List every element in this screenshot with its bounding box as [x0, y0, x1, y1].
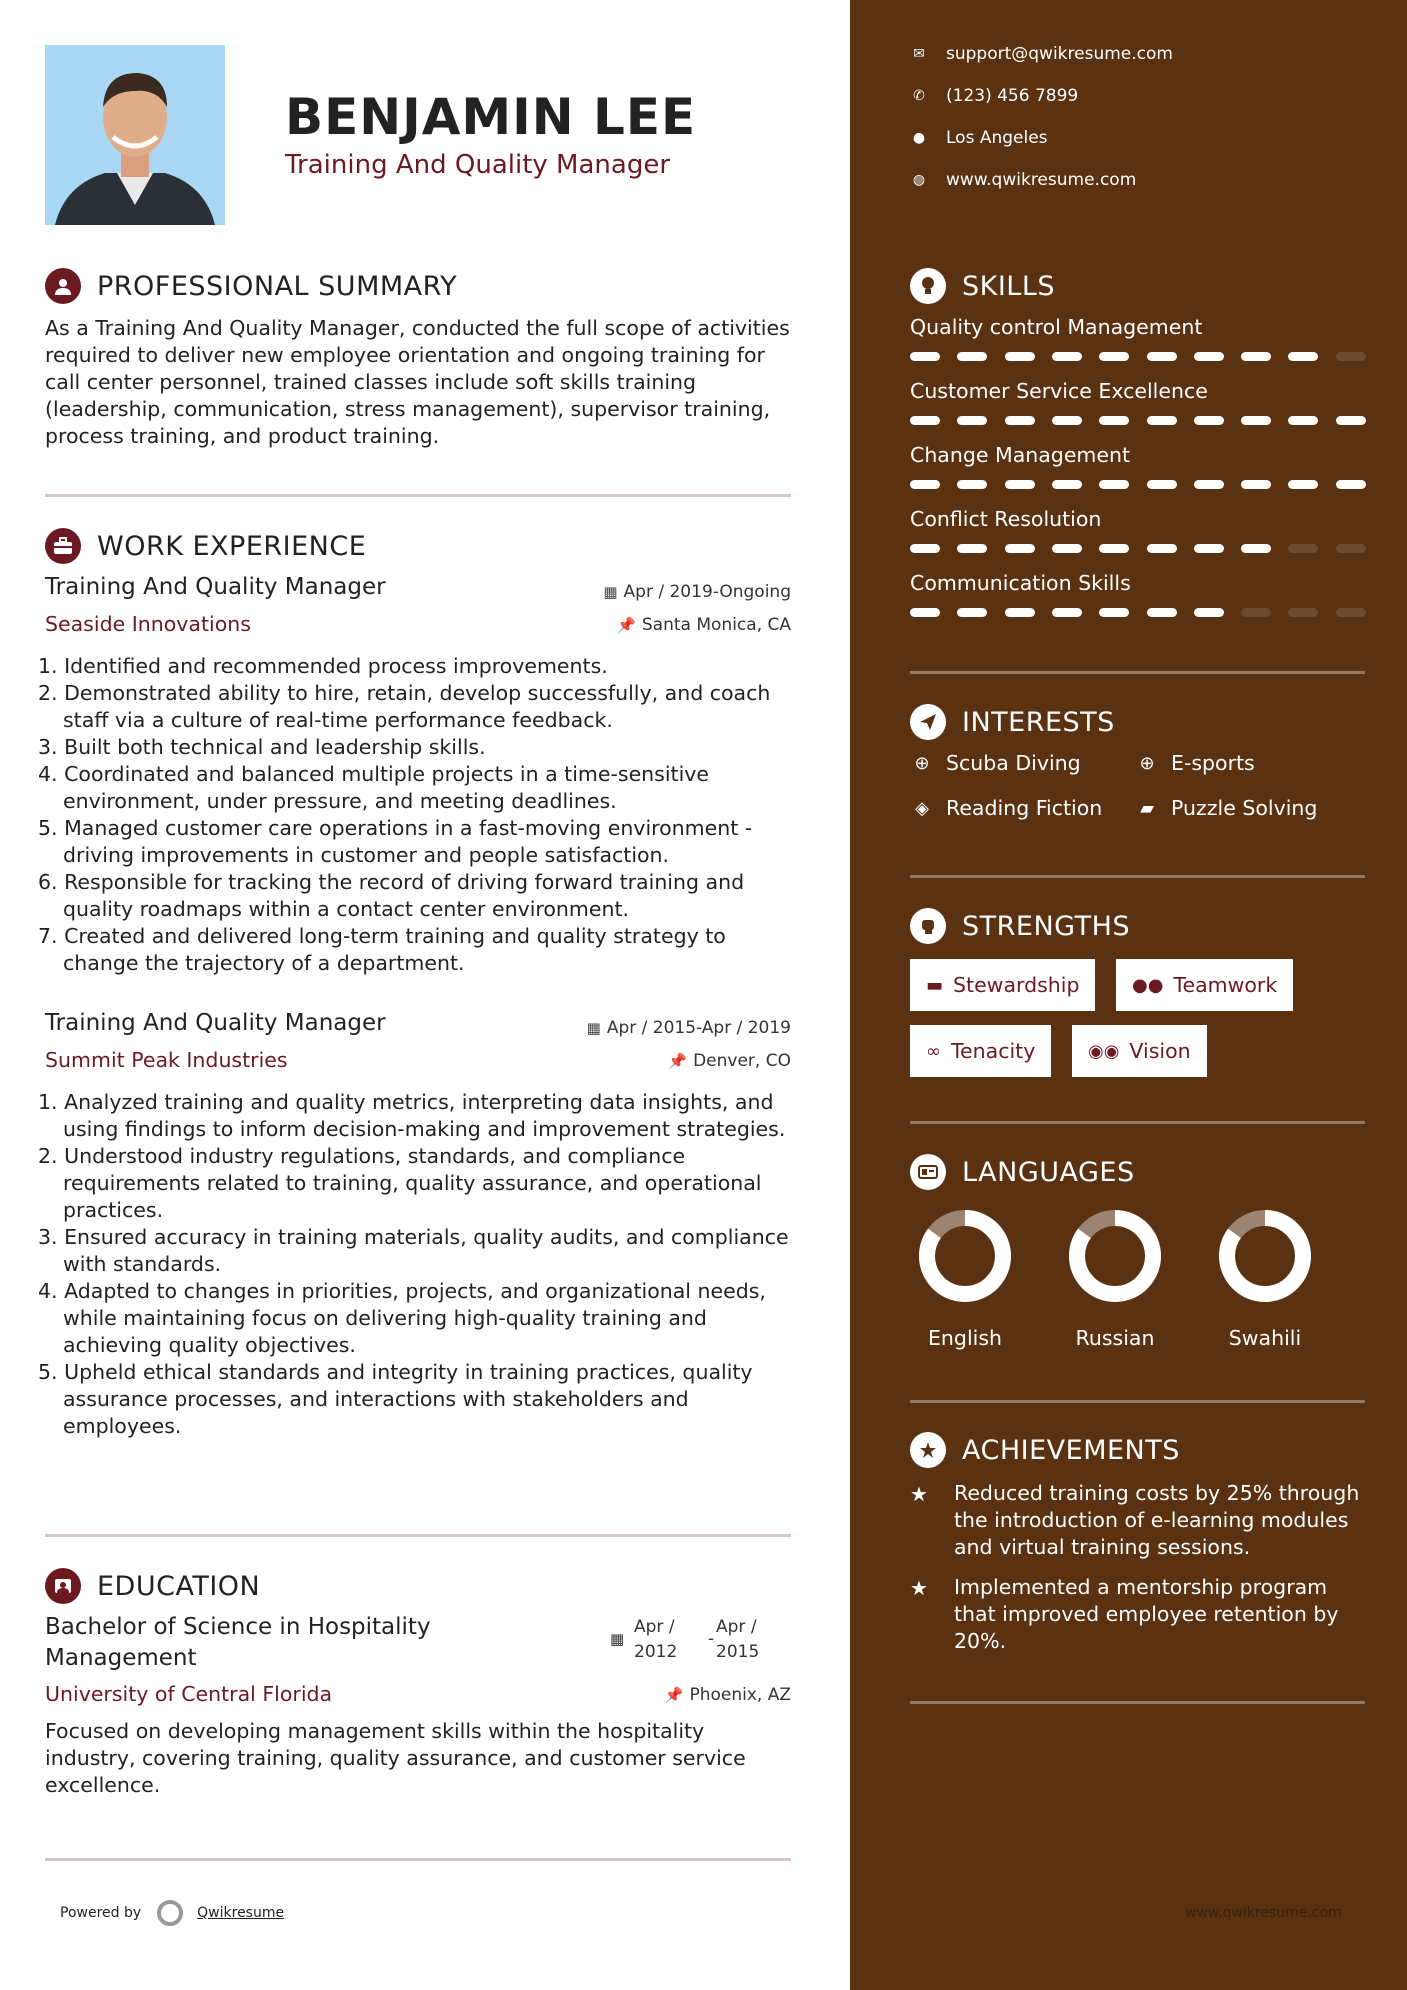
job-location: 📌 Denver, CO — [668, 1051, 791, 1071]
skill-level-bar — [910, 352, 1365, 362]
skill-level-segment — [1241, 352, 1271, 361]
skill-level-segment — [1336, 352, 1366, 361]
interests-heading — [910, 704, 1115, 740]
skill-level-segment — [1052, 544, 1082, 553]
skill-level-segment — [1288, 544, 1318, 553]
interest-item: ⊕ Scuba Diving — [910, 751, 1081, 775]
strength-tag: ∞ Tenacity — [910, 1025, 1051, 1077]
job-date: ▦ Apr / 2019-Ongoing — [603, 582, 791, 602]
skill-level-segment — [1099, 352, 1129, 361]
fist-icon — [910, 908, 946, 944]
list-item: Identified and recommended process improvements. — [64, 654, 608, 678]
skill-level-bar — [910, 480, 1365, 490]
lightbulb-icon — [910, 268, 946, 304]
candidate-name: BENJAMIN LEE — [285, 88, 697, 146]
education-heading — [45, 1568, 260, 1604]
skill-level-segment — [957, 544, 987, 553]
skill-level-segment — [1052, 480, 1082, 489]
phone-icon: ✆ — [913, 88, 925, 104]
calendar-icon: ▦ — [586, 1019, 601, 1037]
skill-level-segment — [1241, 480, 1271, 489]
skill-level-segment — [910, 544, 940, 553]
languages-title: LANGUAGES — [962, 1156, 1135, 1188]
skill-level-segment — [910, 480, 940, 489]
envelope-icon: ✉ — [913, 46, 925, 62]
skill-level-segment — [1147, 416, 1177, 425]
list-item: Ensured accuracy in training materials, quality audits, and compliance with standards. — [63, 1225, 789, 1276]
skill-level-bar — [910, 608, 1365, 618]
skill-level-segment — [1005, 416, 1035, 425]
job-bullets — [38, 1089, 798, 1440]
globe-icon: ◍ — [912, 172, 926, 188]
skill-level-segment — [1052, 608, 1082, 617]
education-location: 📌 Phoenix, AZ — [664, 1685, 791, 1705]
skill-level-segment — [1052, 416, 1082, 425]
interest-item: ▰ Puzzle Solving — [1135, 796, 1317, 820]
section-divider — [45, 1534, 791, 1537]
job-bullets — [38, 653, 798, 977]
skill-level-segment — [1336, 544, 1366, 553]
skill-level-segment — [1194, 480, 1224, 489]
map-marker-icon: ● — [912, 130, 926, 146]
skill-level-segment — [1336, 608, 1366, 617]
powered-by-text: Powered by — [60, 1905, 142, 1921]
job-location: 📌 Santa Monica, CA — [617, 615, 791, 635]
star-icon: ★ — [910, 1482, 928, 1506]
summary-text: As a Training And Quality Manager, conducted the full scope of activities required to deliver new employee orientation and ongoing training for call center personnel, trained classes include soft skills training (leadership, communication, stress management), supervisor training, process training, and product training. — [45, 316, 790, 448]
calendar-icon: ▦ — [603, 583, 618, 601]
skills-heading — [910, 268, 1055, 304]
skill-label: Customer Service Excellence — [910, 379, 1208, 403]
language-item — [1210, 1208, 1320, 1350]
skill-level-segment — [1336, 416, 1366, 425]
skill-level-segment — [1147, 480, 1177, 489]
list-item: Built both technical and leadership skills. — [64, 735, 486, 759]
strength-tag: ▬ Stewardship — [910, 959, 1095, 1011]
contact-location: ● Los Angeles — [910, 128, 1048, 148]
skill-level-segment — [1194, 608, 1224, 617]
skill-label: Quality control Management — [910, 315, 1203, 339]
lifebuoy-icon: ⊕ — [1139, 752, 1155, 774]
skill-level-segment — [957, 480, 987, 489]
skill-level-segment — [1336, 480, 1366, 489]
lifebuoy-icon: ⊕ — [914, 752, 930, 774]
translate-icon — [910, 1154, 946, 1190]
binoculars-icon: ◉◉ — [1088, 1040, 1120, 1062]
list-item: Created and delivered long-term training and quality strategy to change the trajectory of a department. — [63, 924, 726, 975]
paper-plane-icon — [910, 704, 946, 740]
gamepad-icon: ◈ — [915, 797, 929, 819]
job-company: Seaside Innovations — [45, 612, 251, 636]
skill-level-segment — [1005, 544, 1035, 553]
skill-level-segment — [1194, 352, 1224, 361]
skill-level-segment — [910, 608, 940, 617]
language-ring — [917, 1208, 1013, 1304]
graduate-icon — [45, 1568, 81, 1604]
list-item: Managed customer care operations in a fast-moving environment - driving improvements in customer and people satisfaction. — [63, 816, 753, 867]
education-title: EDUCATION — [97, 1570, 261, 1602]
sidebar — [850, 0, 1407, 1990]
summary-heading — [45, 268, 457, 304]
language-label: Russian — [1075, 1326, 1155, 1350]
achievement-item: ★ Implemented a mentorship program that improved employee retention by 20%. — [910, 1575, 1339, 1653]
strength-tag: ●● Teamwork — [1116, 959, 1293, 1011]
calendar-icon: ▦ — [610, 1630, 625, 1648]
list-item: Responsible for tracking the record of driving forward training and quality roadmaps within a contact center environment. — [63, 870, 745, 921]
strengths-title: STRENGTHS — [962, 910, 1131, 942]
skills-title: SKILLS — [962, 270, 1056, 302]
skill-label: Change Management — [910, 443, 1131, 467]
skill-level-segment — [910, 416, 940, 425]
work-title: WORK EXPERIENCE — [97, 530, 367, 562]
skill-level-segment — [1052, 352, 1082, 361]
skill-level-segment — [1241, 416, 1271, 425]
section-divider — [910, 875, 1365, 878]
interest-item: ⊕ E-sports — [1135, 751, 1255, 775]
skill-level-segment — [1288, 416, 1318, 425]
link-icon: ∞ — [926, 1040, 941, 1062]
achievement-item: ★ Reduced training costs by 25% through the introduction of e-learning modules and virtual training sessions. — [910, 1481, 1360, 1559]
pin-icon: 📌 — [617, 616, 636, 634]
skill-level-segment — [1099, 544, 1129, 553]
section-divider — [910, 671, 1365, 674]
skill-level-segment — [957, 608, 987, 617]
list-item: Demonstrated ability to hire, retain, develop successfully, and coach staff via a culture of real-time performance feedback. — [63, 681, 771, 732]
candidate-role: Training And Quality Manager — [285, 150, 671, 180]
pin-icon: 📌 — [668, 1052, 688, 1070]
skill-level-segment — [1099, 480, 1129, 489]
strength-tag: ◉◉ Vision — [1072, 1025, 1207, 1077]
list-item: Adapted to changes in priorities, projects, and organizational needs, while maintaining focus on delivering high-quality training and achieving quality objectives. — [63, 1279, 766, 1357]
skill-level-segment — [957, 416, 987, 425]
skill-level-segment — [1288, 352, 1318, 361]
languages-heading — [910, 1154, 1135, 1190]
skill-level-bar — [910, 416, 1365, 426]
summary-title: PROFESSIONAL SUMMARY — [97, 270, 458, 302]
list-item: Analyzed training and quality metrics, interpreting data insights, and using findings to inform decision-making and improvement strategies. — [63, 1090, 786, 1141]
section-divider — [910, 1400, 1365, 1403]
skill-level-segment — [1099, 608, 1129, 617]
briefcase-icon — [45, 528, 81, 564]
briefcase-icon: ▬ — [926, 974, 944, 996]
footer-website: www.qwikresume.com — [1185, 1905, 1342, 1921]
language-item — [910, 1208, 1020, 1350]
strengths-heading — [910, 908, 1130, 944]
pin-icon: 📌 — [664, 1686, 684, 1704]
skill-level-segment — [1099, 416, 1129, 425]
list-item: Coordinated and balanced multiple projects in a time-sensitive environment, under pressure, and meeting deadlines. — [63, 762, 710, 813]
footer — [60, 1900, 284, 1926]
skill-level-bar — [910, 544, 1365, 554]
skill-level-segment — [1147, 544, 1177, 553]
user-icon — [45, 268, 81, 304]
job-company: Summit Peak Industries — [45, 1048, 288, 1072]
language-label: English — [927, 1326, 1003, 1350]
award-icon — [910, 1432, 946, 1468]
main-column: BENJAMIN LEE Training And Quality Manager PROFESSIONAL SUMMARY As a Training And Quality Manager, conducted the full scope of activities required to deliver new employee orientation and ongoing training for call center personnel, trained classes include soft skills training (leadership, communication, stress management), supervisor training, process training, and product training. WORK EXPERIENCE Training And Quality Manager ▦ Apr / 2019-Ongoing Seaside Innovations 📌 Santa Monica, CA Identified and recommended process improvements. Demonstrated ability to hire, retain, develop successfully, and coach staff via a culture of real-time performance feedback. Built both technical and leadership skills. Coordinated and balanced multiple projects in a time-sensitive environment, under pressure, and meeting deadlines. Managed customer care operations in a fast-moving environment - driving improvements in customer and people satisfaction. Responsible for tracking the record of driving forward training and quality roadmaps within a contact center environment. Created and delivered long-term training and quality strategy to change the trajectory of a department. Training And Quality Manager ▦ Apr / 2015-Apr / 2019 Summit Peak Industries 📌 Denver, CO Analyzed training and quality metrics, interpreting data insights, and using findings to inform decision-making and improvement strategies. Understood industry regulations, standards, and compliance requirements related to training, quality assurance, and operational practices. Ensured accuracy in training materials, quality audits, and compliance with standards. Adapted to changes in priorities, projects, and organizational needs, while maintaining focus on delivering high-quality training and achieving quality objectives. Upheld ethical standards and integrity in training practices, quality assurance processes, and interactions with stakeholders and employees. EDUCATION Bachelor of Science in Hospitality Management ▦ Apr / 2012 - Apr / 2015 University of Central Florida 📌 Phoenix, AZ Focused on developing management skills within the hospitality industry, covering training, quality assurance, and customer service excellence. Powered by Qwikresume — [0, 0, 850, 1990]
job-title: Training And Quality Manager — [45, 574, 386, 600]
achievements-title: ACHIEVEMENTS — [962, 1434, 1180, 1466]
skill-level-segment — [1005, 352, 1035, 361]
language-ring — [1067, 1208, 1163, 1304]
book-icon: ▰ — [1140, 797, 1154, 819]
star-icon: ★ — [910, 1576, 928, 1600]
skill-label: Communication Skills — [910, 571, 1131, 595]
work-heading — [45, 528, 366, 564]
skill-label: Conflict Resolution — [910, 507, 1102, 531]
contact-email[interactable]: ✉ support@qwikresume.com — [910, 44, 1173, 64]
profile-photo — [45, 45, 225, 225]
brand-link[interactable]: Qwikresume — [197, 1905, 285, 1921]
interests-title: INTERESTS — [962, 706, 1115, 738]
section-divider — [45, 494, 791, 497]
skill-level-segment — [1241, 608, 1271, 617]
qwikresume-logo-icon — [157, 1900, 183, 1926]
skill-level-segment — [957, 352, 987, 361]
list-item: Understood industry regulations, standards, and compliance requirements related to training, quality assurance, and operational practices. — [63, 1144, 762, 1222]
skill-level-segment — [1288, 608, 1318, 617]
users-icon: ●● — [1132, 974, 1164, 996]
section-divider — [910, 1121, 1365, 1124]
skill-level-segment — [910, 352, 940, 361]
skill-level-segment — [1194, 416, 1224, 425]
education-text: Focused on developing management skills within the hospitality industry, covering training, quality assurance, and customer service excellence. — [45, 1719, 746, 1797]
list-item: Upheld ethical standards and integrity in training practices, quality assurance processes, and interactions with stakeholders and employees. — [63, 1360, 753, 1438]
language-item — [1060, 1208, 1170, 1350]
skill-level-segment — [1194, 544, 1224, 553]
skill-level-segment — [1005, 480, 1035, 489]
job-title: Training And Quality Manager — [45, 1010, 386, 1036]
skill-level-segment — [1241, 544, 1271, 553]
contact-website[interactable]: ◍ www.qwikresume.com — [910, 170, 1136, 190]
skill-level-segment — [1147, 608, 1177, 617]
job-date: ▦ Apr / 2015-Apr / 2019 — [586, 1018, 791, 1038]
skill-level-segment — [1288, 480, 1318, 489]
school-name: University of Central Florida — [45, 1682, 333, 1706]
language-ring — [1217, 1208, 1313, 1304]
section-divider — [910, 1701, 1365, 1704]
skill-level-segment — [1147, 352, 1177, 361]
section-divider — [45, 1858, 791, 1861]
skill-level-segment — [1005, 608, 1035, 617]
contact-phone[interactable]: ✆ (123) 456 7899 — [910, 86, 1078, 106]
degree-title: Bachelor of Science in Hospitality Management — [45, 1614, 431, 1671]
language-label: Swahili — [1228, 1326, 1302, 1350]
achievements-heading — [910, 1432, 1180, 1468]
interest-item: ◈ Reading Fiction — [910, 796, 1102, 820]
